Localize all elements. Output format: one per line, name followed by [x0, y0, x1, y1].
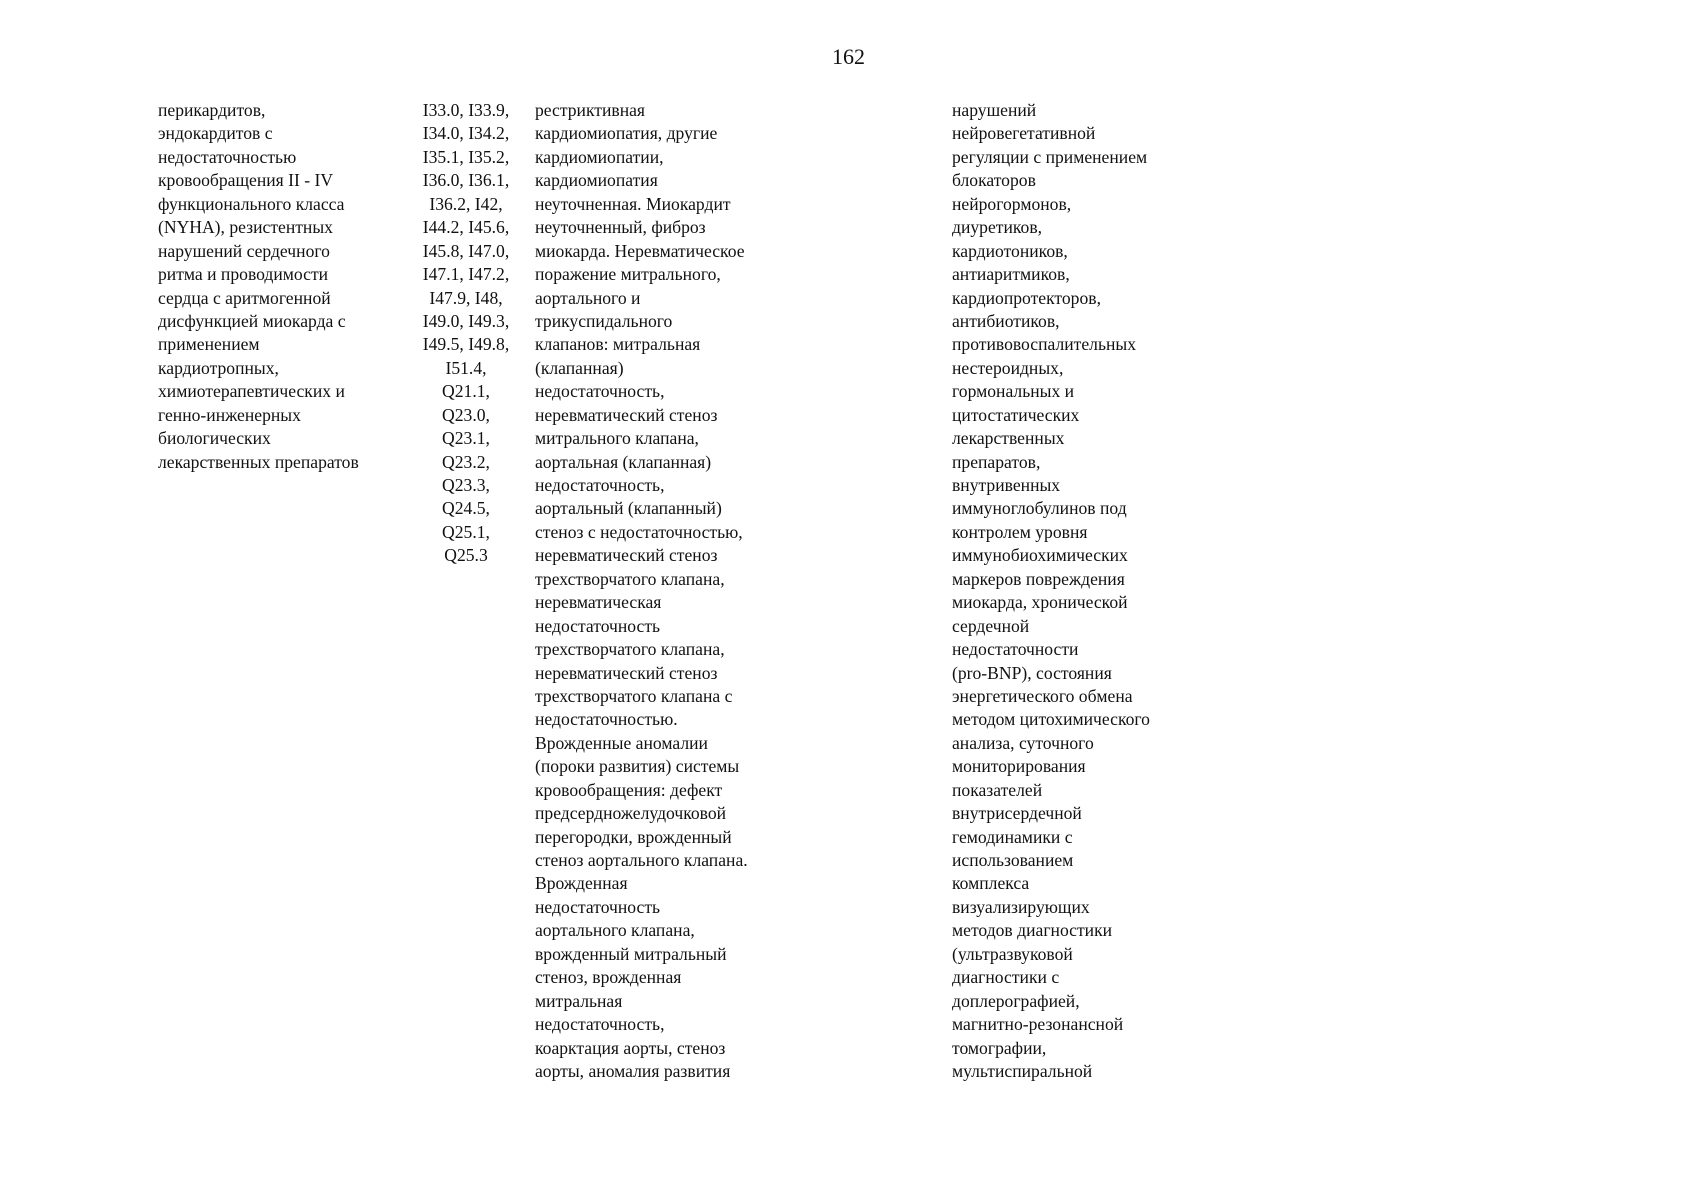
patient-model-line: кардиомиопатии, [535, 146, 664, 167]
treatment-method-line: магнитно-резонансной [952, 1014, 1124, 1035]
treatment-method-line: антибиотиков, [952, 310, 1060, 331]
icd-code-line: I36.0, I36.1, [422, 170, 510, 191]
icd-code-line: I47.1, I47.2, [422, 264, 510, 285]
icd-code-line: I47.9, I48, [429, 287, 503, 308]
patient-model-line: рестриктивная [535, 100, 646, 120]
patient-model-line: коарктация аорты, стеноз [535, 1037, 726, 1058]
icd-code-line: Q23.0, [442, 404, 490, 425]
patient-model-line: кардиомиопатия, другие [535, 123, 718, 144]
patient-model-line: недостаточность, [535, 381, 665, 402]
patient-model-line: (клапанная) [535, 357, 624, 378]
icd-code-line: Q23.1, [442, 428, 490, 449]
patient-model-line: кровообращения: дефект [535, 779, 723, 800]
icd-code-line: I51.4, [445, 357, 487, 378]
icd-code-line: I44.2, I45.6, [422, 217, 510, 238]
icd-code-line: Q24.5, [442, 498, 490, 519]
diagnosis-line: биологических [158, 428, 271, 449]
icd-code-line: I35.1, I35.2, [422, 146, 510, 167]
icd-codes-column [410, 99, 522, 568]
diagnosis-line: лекарственных препаратов [158, 451, 359, 472]
page-number: 162 [832, 44, 865, 69]
treatment-method-line: диуретиков, [952, 217, 1043, 238]
diagnosis-line: кардиотропных, [158, 357, 279, 378]
treatment-method-line: методов диагностики [952, 920, 1113, 941]
treatment-method-line: внутрисердечной [952, 803, 1082, 824]
icd-code-line: I36.2, I42, [429, 193, 503, 214]
icd-code-line: I49.5, I49.8, [422, 334, 510, 355]
diagnosis-line: сердца с аритмогенной [158, 287, 331, 308]
treatment-method-line: анализа, суточного [952, 732, 1094, 753]
treatment-method-line: (ультразвуковой [952, 943, 1073, 964]
diagnosis-line: (NYHA), резистентных [158, 217, 333, 238]
treatment-method-line: контролем уровня [952, 521, 1088, 542]
icd-code-line: I33.0, I33.9, [422, 100, 510, 120]
diagnosis-line: химиотерапевтических и [158, 381, 345, 402]
patient-model-line: Врожденные аномалии [535, 732, 708, 753]
diagnosis-column [158, 99, 408, 474]
patient-model-line: недостаточность, [535, 1014, 665, 1035]
patient-model-line: трехстворчатого клапана, [535, 568, 725, 589]
diagnosis-line: перикардитов, [158, 100, 266, 120]
treatment-method-line: показателей [952, 779, 1043, 800]
diagnosis-line: эндокардитов с [158, 123, 273, 144]
treatment-method-line: диагностики с [952, 967, 1060, 988]
patient-model-line: митральная [535, 990, 623, 1011]
patient-model-line: Врожденная [535, 873, 628, 894]
treatment-method-line: недостаточности [952, 639, 1079, 660]
patient-model-line: неуточненная. Миокардит [535, 193, 731, 214]
patient-model-line: неревматический стеноз [535, 545, 718, 566]
diagnosis-line: функционального класса [158, 193, 345, 214]
icd-code-line: I34.0, I34.2, [422, 123, 510, 144]
diagnosis-line: дисфункцией миокарда с [158, 310, 346, 331]
treatment-method-line: кардиотоников, [952, 240, 1068, 261]
treatment-method-line: мультиспиральной [952, 1060, 1093, 1081]
treatment-method-line: сердечной [952, 615, 1030, 636]
patient-model-column [535, 99, 835, 1083]
icd-code-line: Q25.1, [442, 521, 490, 542]
treatment-method-line: томографии, [952, 1037, 1047, 1058]
treatment-method-line: комплекса [952, 873, 1030, 894]
patient-model-line: стеноз, врожденная [535, 967, 682, 988]
patient-model-line: поражение митрального, [535, 264, 721, 285]
patient-model-line: аортального и [535, 287, 641, 308]
diagnosis-line: применением [158, 334, 260, 355]
patient-model-line: трехстворчатого клапана с [535, 685, 733, 706]
diagnosis-line: ритма и проводимости [158, 264, 329, 285]
treatment-method-line: блокаторов [952, 170, 1036, 191]
treatment-method-line: нейровегетативной [952, 123, 1096, 144]
patient-model-line: стеноз с недостаточностью, [535, 521, 743, 542]
patient-model-line: неревматический стеноз [535, 662, 718, 683]
treatment-method-line: маркеров повреждения [952, 568, 1125, 589]
patient-model-line: кардиомиопатия [535, 170, 658, 191]
patient-model-line: трехстворчатого клапана, [535, 639, 725, 660]
treatment-method-line: нестероидных, [952, 357, 1064, 378]
icd-code-line: I45.8, I47.0, [422, 240, 510, 261]
treatment-method-line: миокарда, хронической [952, 592, 1128, 613]
treatment-method-line: нейрогормонов, [952, 193, 1072, 214]
treatment-method-column [952, 99, 1272, 1083]
treatment-method-line: иммунобиохимических [952, 545, 1128, 566]
patient-model-line: трикуспидального [535, 310, 673, 331]
patient-model-line: аортального клапана, [535, 920, 695, 941]
patient-model-line: недостаточность, [535, 475, 665, 495]
treatment-method-line: мониторирования [952, 756, 1086, 777]
icd-code-line: Q23.2, [442, 451, 490, 472]
patient-model-line: недостаточностью. [535, 709, 678, 730]
patient-model-line: неревматический стеноз [535, 404, 718, 425]
treatment-method-line: иммуноглобулинов под [952, 498, 1127, 519]
treatment-method-line: визуализирующих [952, 896, 1090, 917]
patient-model-line: недостаточность [535, 615, 661, 636]
patient-model-line: неревматическая [535, 592, 662, 613]
treatment-method-line: лекарственных [952, 428, 1065, 449]
patient-model-line: неуточненный, фиброз [535, 217, 706, 238]
patient-model-line: (пороки развития) системы [535, 756, 740, 777]
treatment-method-line: (pro-BNP), состояния [952, 662, 1112, 683]
diagnosis-line: нарушений сердечного [158, 240, 330, 261]
treatment-method-line: внутривенных [952, 475, 1061, 495]
diagnosis-line: недостаточностью [158, 146, 297, 167]
icd-code-line: Q21.1, [442, 381, 490, 402]
treatment-method-line: гемодинамики с [952, 826, 1073, 847]
treatment-method-line: цитостатических [952, 404, 1080, 425]
treatment-method-line: регуляции с применением [952, 146, 1148, 167]
patient-model-line: аортальная (клапанная) [535, 451, 712, 472]
patient-model-line: митрального клапана, [535, 428, 699, 449]
patient-model-line: аортальный (клапанный) [535, 498, 722, 519]
treatment-method-line: препаратов, [952, 451, 1041, 472]
patient-model-line: клапанов: митральная [535, 334, 701, 355]
diagnosis-line: кровообращения II - IV [158, 170, 334, 191]
patient-model-line: аорты, аномалия развития [535, 1060, 731, 1081]
icd-code-line: Q25.3 [444, 545, 488, 566]
diagnosis-line: генно-инженерных [158, 404, 301, 425]
icd-code-line: I49.0, I49.3, [422, 310, 510, 331]
patient-model-line: миокарда. Неревматическое [535, 240, 745, 261]
treatment-method-line: энергетического обмена [952, 685, 1133, 706]
treatment-method-line: доплерографией, [952, 990, 1080, 1011]
patient-model-line: врожденный митральный [535, 943, 727, 964]
treatment-method-line: нарушений [952, 100, 1037, 120]
patient-model-line: перегородки, врожденный [535, 826, 732, 847]
patient-model-line: недостаточность [535, 896, 661, 917]
patient-model-line: стеноз аортального клапана. [535, 850, 748, 870]
treatment-method-line: антиаритмиков, [952, 264, 1070, 285]
icd-code-line: Q23.3, [442, 475, 490, 495]
treatment-method-line: методом цитохимического [952, 709, 1150, 730]
treatment-method-line: кардиопротекторов, [952, 287, 1101, 308]
treatment-method-line: использованием [952, 850, 1074, 870]
treatment-method-line: противовоспалительных [952, 334, 1137, 355]
patient-model-line: предсердножелудочковой [535, 803, 727, 824]
treatment-method-line: гормональных и [952, 381, 1075, 402]
